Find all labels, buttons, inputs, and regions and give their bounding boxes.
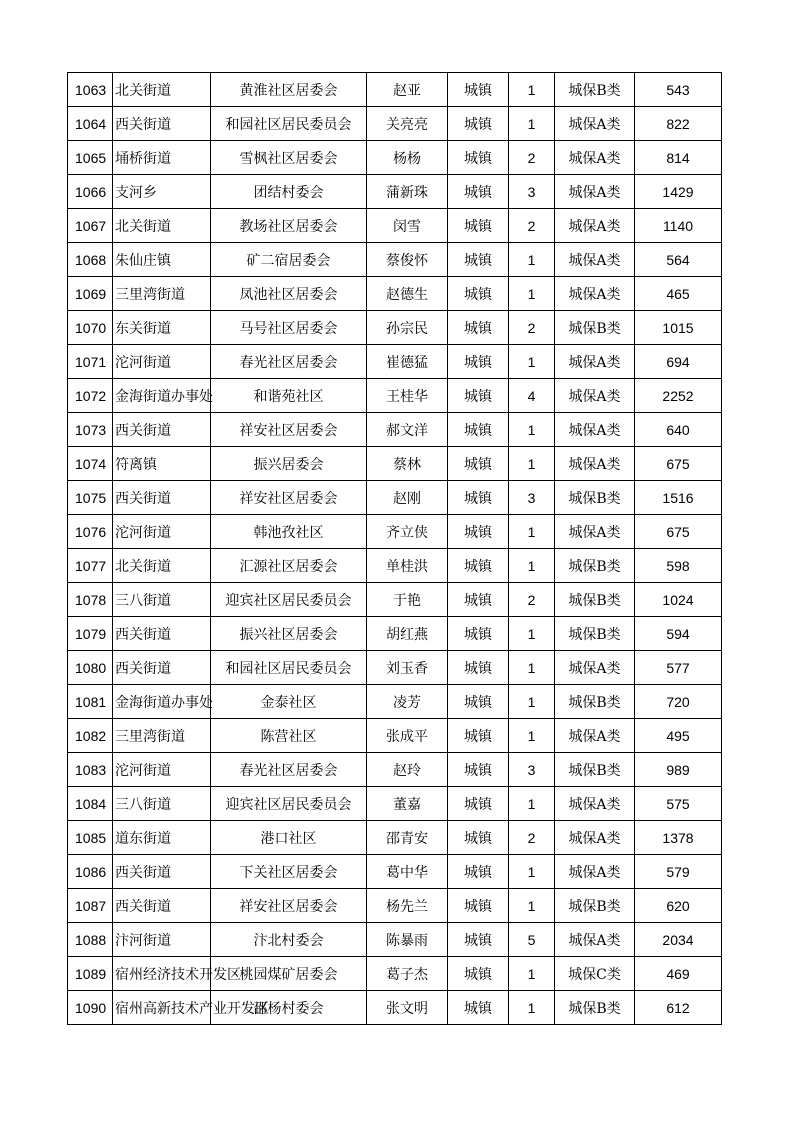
amount-cell: 579 bbox=[635, 855, 722, 889]
category-cell: 城保A类 bbox=[555, 277, 635, 311]
street-cell: 西关街道 bbox=[113, 481, 211, 515]
household-count-cell: 1 bbox=[509, 651, 555, 685]
row-number-cell: 1089 bbox=[68, 957, 113, 991]
street-cell: 北关街道 bbox=[113, 209, 211, 243]
street-cell: 道东街道 bbox=[113, 821, 211, 855]
area-type-cell: 城镇 bbox=[448, 787, 509, 821]
area-type-cell: 城镇 bbox=[448, 583, 509, 617]
street-cell: 支河乡 bbox=[113, 175, 211, 209]
street-cell: 西关街道 bbox=[113, 855, 211, 889]
recipient-name-cell: 张文明 bbox=[367, 991, 448, 1025]
community-cell: 祥安社区居委会 bbox=[211, 889, 367, 923]
row-number-cell: 1063 bbox=[68, 73, 113, 107]
recipient-name-cell: 蔡林 bbox=[367, 447, 448, 481]
row-number-cell: 1076 bbox=[68, 515, 113, 549]
community-cell: 雪枫社区居委会 bbox=[211, 141, 367, 175]
category-cell: 城保A类 bbox=[555, 651, 635, 685]
area-type-cell: 城镇 bbox=[448, 311, 509, 345]
amount-cell: 1024 bbox=[635, 583, 722, 617]
amount-cell: 575 bbox=[635, 787, 722, 821]
table-row bbox=[68, 719, 722, 753]
area-type-cell: 城镇 bbox=[448, 481, 509, 515]
area-type-cell: 城镇 bbox=[448, 753, 509, 787]
household-count-cell: 1 bbox=[509, 685, 555, 719]
row-number-cell: 1065 bbox=[68, 141, 113, 175]
row-number-cell: 1066 bbox=[68, 175, 113, 209]
table-row bbox=[68, 515, 722, 549]
relief-recipient-table bbox=[67, 72, 722, 1025]
household-count-cell: 3 bbox=[509, 753, 555, 787]
household-count-cell: 1 bbox=[509, 549, 555, 583]
table-row bbox=[68, 413, 722, 447]
category-cell: 城保A类 bbox=[555, 209, 635, 243]
street-cell: 西关街道 bbox=[113, 413, 211, 447]
amount-cell: 720 bbox=[635, 685, 722, 719]
area-type-cell: 城镇 bbox=[448, 549, 509, 583]
community-cell: 迎宾社区居民委员会 bbox=[211, 583, 367, 617]
area-type-cell: 城镇 bbox=[448, 957, 509, 991]
recipient-name-cell: 赵刚 bbox=[367, 481, 448, 515]
recipient-name-cell: 杨先兰 bbox=[367, 889, 448, 923]
area-type-cell: 城镇 bbox=[448, 413, 509, 447]
area-type-cell: 城镇 bbox=[448, 345, 509, 379]
recipient-name-cell: 邵青安 bbox=[367, 821, 448, 855]
recipient-name-cell: 葛中华 bbox=[367, 855, 448, 889]
category-cell: 城保A类 bbox=[555, 243, 635, 277]
household-count-cell: 2 bbox=[509, 141, 555, 175]
recipient-name-cell: 葛子杰 bbox=[367, 957, 448, 991]
recipient-name-cell: 董嘉 bbox=[367, 787, 448, 821]
table-row bbox=[68, 141, 722, 175]
table-row bbox=[68, 617, 722, 651]
row-number-cell: 1074 bbox=[68, 447, 113, 481]
data-table-container bbox=[67, 72, 722, 1025]
community-cell: 和谐苑社区 bbox=[211, 379, 367, 413]
category-cell: 城保A类 bbox=[555, 923, 635, 957]
amount-cell: 564 bbox=[635, 243, 722, 277]
row-number-cell: 1081 bbox=[68, 685, 113, 719]
table-row bbox=[68, 685, 722, 719]
recipient-name-cell: 于艳 bbox=[367, 583, 448, 617]
community-cell: 振兴社区居委会 bbox=[211, 617, 367, 651]
community-cell: 春光社区居委会 bbox=[211, 753, 367, 787]
amount-cell: 640 bbox=[635, 413, 722, 447]
row-number-cell: 1083 bbox=[68, 753, 113, 787]
community-cell: 和园社区居民委员会 bbox=[211, 651, 367, 685]
amount-cell: 495 bbox=[635, 719, 722, 753]
household-count-cell: 2 bbox=[509, 209, 555, 243]
community-cell: 和园社区居民委员会 bbox=[211, 107, 367, 141]
amount-cell: 612 bbox=[635, 991, 722, 1025]
area-type-cell: 城镇 bbox=[448, 141, 509, 175]
row-number-cell: 1072 bbox=[68, 379, 113, 413]
street-cell: 符离镇 bbox=[113, 447, 211, 481]
community-cell: 团结村委会 bbox=[211, 175, 367, 209]
household-count-cell: 2 bbox=[509, 311, 555, 345]
amount-cell: 1140 bbox=[635, 209, 722, 243]
table-row bbox=[68, 855, 722, 889]
table-row bbox=[68, 923, 722, 957]
community-cell: 金泰社区 bbox=[211, 685, 367, 719]
household-count-cell: 1 bbox=[509, 719, 555, 753]
row-number-cell: 1069 bbox=[68, 277, 113, 311]
category-cell: 城保B类 bbox=[555, 583, 635, 617]
row-number-cell: 1077 bbox=[68, 549, 113, 583]
table-row bbox=[68, 175, 722, 209]
category-cell: 城保A类 bbox=[555, 107, 635, 141]
table-row bbox=[68, 889, 722, 923]
household-count-cell: 1 bbox=[509, 787, 555, 821]
amount-cell: 814 bbox=[635, 141, 722, 175]
amount-cell: 594 bbox=[635, 617, 722, 651]
household-count-cell: 2 bbox=[509, 583, 555, 617]
category-cell: 城保A类 bbox=[555, 175, 635, 209]
category-cell: 城保A类 bbox=[555, 345, 635, 379]
community-cell: 邵杨村委会 bbox=[211, 991, 367, 1025]
community-cell: 振兴居委会 bbox=[211, 447, 367, 481]
street-cell: 北关街道 bbox=[113, 549, 211, 583]
row-number-cell: 1070 bbox=[68, 311, 113, 345]
household-count-cell: 1 bbox=[509, 515, 555, 549]
table-row bbox=[68, 481, 722, 515]
table-row bbox=[68, 311, 722, 345]
community-cell: 港口社区 bbox=[211, 821, 367, 855]
community-cell: 教场社区居委会 bbox=[211, 209, 367, 243]
row-number-cell: 1064 bbox=[68, 107, 113, 141]
area-type-cell: 城镇 bbox=[448, 107, 509, 141]
recipient-name-cell: 胡红燕 bbox=[367, 617, 448, 651]
area-type-cell: 城镇 bbox=[448, 175, 509, 209]
recipient-name-cell: 郝文洋 bbox=[367, 413, 448, 447]
recipient-name-cell: 赵亚 bbox=[367, 73, 448, 107]
recipient-name-cell: 杨杨 bbox=[367, 141, 448, 175]
amount-cell: 465 bbox=[635, 277, 722, 311]
area-type-cell: 城镇 bbox=[448, 617, 509, 651]
area-type-cell: 城镇 bbox=[448, 719, 509, 753]
category-cell: 城保B类 bbox=[555, 991, 635, 1025]
row-number-cell: 1090 bbox=[68, 991, 113, 1025]
area-type-cell: 城镇 bbox=[448, 277, 509, 311]
street-cell: 沱河街道 bbox=[113, 753, 211, 787]
row-number-cell: 1085 bbox=[68, 821, 113, 855]
recipient-name-cell: 关亮亮 bbox=[367, 107, 448, 141]
street-cell: 西关街道 bbox=[113, 651, 211, 685]
amount-cell: 675 bbox=[635, 515, 722, 549]
amount-cell: 1015 bbox=[635, 311, 722, 345]
area-type-cell: 城镇 bbox=[448, 515, 509, 549]
table-row bbox=[68, 821, 722, 855]
table-row bbox=[68, 991, 722, 1025]
street-cell: 西关街道 bbox=[113, 107, 211, 141]
row-number-cell: 1082 bbox=[68, 719, 113, 753]
amount-cell: 2252 bbox=[635, 379, 722, 413]
community-cell: 凤池社区居委会 bbox=[211, 277, 367, 311]
amount-cell: 620 bbox=[635, 889, 722, 923]
recipient-name-cell: 张成平 bbox=[367, 719, 448, 753]
street-cell: 西关街道 bbox=[113, 889, 211, 923]
row-number-cell: 1075 bbox=[68, 481, 113, 515]
area-type-cell: 城镇 bbox=[448, 889, 509, 923]
community-cell: 汇源社区居委会 bbox=[211, 549, 367, 583]
street-cell: 三八街道 bbox=[113, 583, 211, 617]
community-cell: 马号社区居委会 bbox=[211, 311, 367, 345]
table-row bbox=[68, 107, 722, 141]
amount-cell: 2034 bbox=[635, 923, 722, 957]
table-body bbox=[68, 73, 722, 1025]
household-count-cell: 1 bbox=[509, 243, 555, 277]
category-cell: 城保A类 bbox=[555, 855, 635, 889]
community-cell: 韩池孜社区 bbox=[211, 515, 367, 549]
amount-cell: 1516 bbox=[635, 481, 722, 515]
row-number-cell: 1067 bbox=[68, 209, 113, 243]
street-cell: 朱仙庄镇 bbox=[113, 243, 211, 277]
table-row bbox=[68, 651, 722, 685]
row-number-cell: 1071 bbox=[68, 345, 113, 379]
category-cell: 城保A类 bbox=[555, 787, 635, 821]
street-cell: 金海街道办事处 bbox=[113, 379, 211, 413]
recipient-name-cell: 闵雪 bbox=[367, 209, 448, 243]
street-cell: 汴河街道 bbox=[113, 923, 211, 957]
table-row bbox=[68, 277, 722, 311]
community-cell: 陈营社区 bbox=[211, 719, 367, 753]
street-cell: 西关街道 bbox=[113, 617, 211, 651]
household-count-cell: 1 bbox=[509, 991, 555, 1025]
area-type-cell: 城镇 bbox=[448, 821, 509, 855]
table-row bbox=[68, 243, 722, 277]
table-row bbox=[68, 787, 722, 821]
amount-cell: 543 bbox=[635, 73, 722, 107]
household-count-cell: 1 bbox=[509, 107, 555, 141]
community-cell: 下关社区居委会 bbox=[211, 855, 367, 889]
community-cell: 春光社区居委会 bbox=[211, 345, 367, 379]
area-type-cell: 城镇 bbox=[448, 651, 509, 685]
table-row bbox=[68, 345, 722, 379]
category-cell: 城保A类 bbox=[555, 821, 635, 855]
household-count-cell: 1 bbox=[509, 957, 555, 991]
category-cell: 城保A类 bbox=[555, 515, 635, 549]
area-type-cell: 城镇 bbox=[448, 923, 509, 957]
street-cell: 宿州经济技术开发区 bbox=[113, 957, 211, 991]
row-number-cell: 1073 bbox=[68, 413, 113, 447]
amount-cell: 1378 bbox=[635, 821, 722, 855]
household-count-cell: 4 bbox=[509, 379, 555, 413]
recipient-name-cell: 孙宗民 bbox=[367, 311, 448, 345]
table-row bbox=[68, 957, 722, 991]
amount-cell: 577 bbox=[635, 651, 722, 685]
area-type-cell: 城镇 bbox=[448, 243, 509, 277]
recipient-name-cell: 刘玉香 bbox=[367, 651, 448, 685]
household-count-cell: 1 bbox=[509, 413, 555, 447]
household-count-cell: 5 bbox=[509, 923, 555, 957]
category-cell: 城保C类 bbox=[555, 957, 635, 991]
category-cell: 城保B类 bbox=[555, 481, 635, 515]
household-count-cell: 3 bbox=[509, 175, 555, 209]
row-number-cell: 1079 bbox=[68, 617, 113, 651]
street-cell: 北关街道 bbox=[113, 73, 211, 107]
street-cell: 沱河街道 bbox=[113, 515, 211, 549]
area-type-cell: 城镇 bbox=[448, 209, 509, 243]
category-cell: 城保B类 bbox=[555, 311, 635, 345]
community-cell: 祥安社区居委会 bbox=[211, 413, 367, 447]
recipient-name-cell: 齐立侠 bbox=[367, 515, 448, 549]
community-cell: 桃园煤矿居委会 bbox=[211, 957, 367, 991]
community-cell: 迎宾社区居民委员会 bbox=[211, 787, 367, 821]
amount-cell: 822 bbox=[635, 107, 722, 141]
category-cell: 城保B类 bbox=[555, 685, 635, 719]
household-count-cell: 1 bbox=[509, 73, 555, 107]
street-cell: 东关街道 bbox=[113, 311, 211, 345]
row-number-cell: 1087 bbox=[68, 889, 113, 923]
street-cell: 三里湾街道 bbox=[113, 719, 211, 753]
recipient-name-cell: 赵玲 bbox=[367, 753, 448, 787]
area-type-cell: 城镇 bbox=[448, 991, 509, 1025]
category-cell: 城保B类 bbox=[555, 73, 635, 107]
household-count-cell: 1 bbox=[509, 617, 555, 651]
row-number-cell: 1086 bbox=[68, 855, 113, 889]
street-cell: 金海街道办事处 bbox=[113, 685, 211, 719]
recipient-name-cell: 赵德生 bbox=[367, 277, 448, 311]
area-type-cell: 城镇 bbox=[448, 855, 509, 889]
row-number-cell: 1068 bbox=[68, 243, 113, 277]
category-cell: 城保A类 bbox=[555, 141, 635, 175]
area-type-cell: 城镇 bbox=[448, 685, 509, 719]
household-count-cell: 1 bbox=[509, 447, 555, 481]
recipient-name-cell: 崔德猛 bbox=[367, 345, 448, 379]
amount-cell: 989 bbox=[635, 753, 722, 787]
community-cell: 黄淮社区居委会 bbox=[211, 73, 367, 107]
amount-cell: 469 bbox=[635, 957, 722, 991]
category-cell: 城保A类 bbox=[555, 719, 635, 753]
street-cell: 三八街道 bbox=[113, 787, 211, 821]
category-cell: 城保B类 bbox=[555, 889, 635, 923]
category-cell: 城保A类 bbox=[555, 413, 635, 447]
row-number-cell: 1080 bbox=[68, 651, 113, 685]
table-row bbox=[68, 209, 722, 243]
recipient-name-cell: 单桂洪 bbox=[367, 549, 448, 583]
household-count-cell: 2 bbox=[509, 821, 555, 855]
street-cell: 宿州高新技术产业开发区 bbox=[113, 991, 211, 1025]
table-row bbox=[68, 379, 722, 413]
community-cell: 矿二宿居委会 bbox=[211, 243, 367, 277]
category-cell: 城保B类 bbox=[555, 617, 635, 651]
recipient-name-cell: 凌芳 bbox=[367, 685, 448, 719]
amount-cell: 598 bbox=[635, 549, 722, 583]
household-count-cell: 1 bbox=[509, 345, 555, 379]
amount-cell: 1429 bbox=[635, 175, 722, 209]
street-cell: 沱河街道 bbox=[113, 345, 211, 379]
household-count-cell: 3 bbox=[509, 481, 555, 515]
amount-cell: 694 bbox=[635, 345, 722, 379]
household-count-cell: 1 bbox=[509, 277, 555, 311]
recipient-name-cell: 蔡俊怀 bbox=[367, 243, 448, 277]
category-cell: 城保B类 bbox=[555, 753, 635, 787]
area-type-cell: 城镇 bbox=[448, 73, 509, 107]
table-row bbox=[68, 73, 722, 107]
row-number-cell: 1088 bbox=[68, 923, 113, 957]
table-row bbox=[68, 549, 722, 583]
row-number-cell: 1084 bbox=[68, 787, 113, 821]
household-count-cell: 1 bbox=[509, 855, 555, 889]
amount-cell: 675 bbox=[635, 447, 722, 481]
area-type-cell: 城镇 bbox=[448, 379, 509, 413]
street-cell: 三里湾街道 bbox=[113, 277, 211, 311]
category-cell: 城保A类 bbox=[555, 379, 635, 413]
community-cell: 祥安社区居委会 bbox=[211, 481, 367, 515]
area-type-cell: 城镇 bbox=[448, 447, 509, 481]
community-cell: 汴北村委会 bbox=[211, 923, 367, 957]
category-cell: 城保A类 bbox=[555, 447, 635, 481]
table-row bbox=[68, 583, 722, 617]
street-cell: 埇桥街道 bbox=[113, 141, 211, 175]
recipient-name-cell: 蒲新珠 bbox=[367, 175, 448, 209]
row-number-cell: 1078 bbox=[68, 583, 113, 617]
category-cell: 城保B类 bbox=[555, 549, 635, 583]
recipient-name-cell: 陈暴雨 bbox=[367, 923, 448, 957]
table-row bbox=[68, 447, 722, 481]
table-row bbox=[68, 753, 722, 787]
recipient-name-cell: 王桂华 bbox=[367, 379, 448, 413]
household-count-cell: 1 bbox=[509, 889, 555, 923]
